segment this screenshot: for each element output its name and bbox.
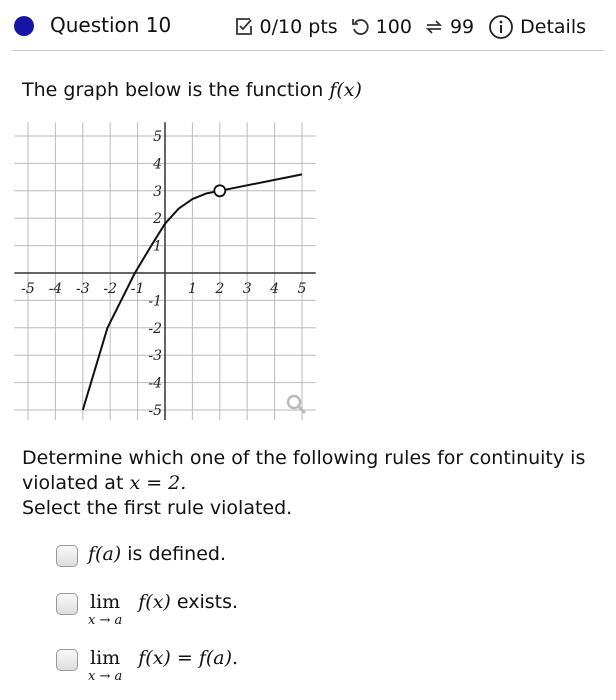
limit-notation <box>88 591 122 628</box>
header-divider <box>12 50 604 51</box>
function-graph <box>0 120 320 420</box>
prompt-line-1: Determine which one of the following rules for continuity is <box>22 447 586 469</box>
option-math: f(a) <box>88 543 122 565</box>
x-tick-label: -3 <box>75 281 90 297</box>
details-link[interactable]: Details <box>520 16 586 38</box>
y-tick-label: -3 <box>148 348 162 365</box>
x-tick-label: 2 <box>215 281 225 297</box>
prompt-line-3: Select the first rule violated. <box>22 497 293 519</box>
option-text: is defined. <box>121 543 226 565</box>
lim-sub: x → a <box>88 669 123 684</box>
x-tick-label: 5 <box>297 281 307 297</box>
lim-text: lim <box>90 591 121 613</box>
y-tick-label: 2 <box>153 211 162 228</box>
y-tick-label: -2 <box>148 320 162 337</box>
checkbox[interactable] <box>56 545 78 567</box>
x-tick-label: 1 <box>187 281 197 297</box>
prompt-text: violated at <box>22 472 130 494</box>
x-tick-label: -2 <box>103 281 118 297</box>
intro-text: The graph below is the function <box>22 79 330 101</box>
question-meta <box>234 14 586 40</box>
y-tick-label: -4 <box>148 375 162 392</box>
lim-text: lim <box>90 647 121 669</box>
checkbox[interactable] <box>56 593 78 615</box>
question-header <box>0 0 616 52</box>
y-tick-label: 1 <box>153 238 162 255</box>
x-tick-label: 4 <box>270 281 280 297</box>
checkbox[interactable] <box>56 649 78 671</box>
x-tick-label: -1 <box>130 281 145 297</box>
y-tick-label: 3 <box>153 183 162 200</box>
y-tick-label: -5 <box>148 403 162 419</box>
checkbox-score-icon <box>234 17 254 37</box>
x-tick-label: 3 <box>242 281 252 297</box>
open-point <box>214 185 225 196</box>
y-tick-label: -1 <box>148 293 162 310</box>
option-text: exists. <box>170 591 239 613</box>
question-title: Question 10 <box>50 13 172 37</box>
lim-sub: x → a <box>88 613 123 628</box>
limit-notation <box>88 647 122 684</box>
option-defined[interactable] <box>56 543 226 567</box>
retry-icon <box>424 17 444 37</box>
x-tick-label: -4 <box>48 281 63 297</box>
option-math: f(x) <box>138 591 171 613</box>
question-intro <box>22 79 362 101</box>
attempts-count: 100 <box>375 16 412 38</box>
undo-icon <box>350 17 370 37</box>
option-math: f(x) = f(a). <box>138 647 239 669</box>
x-tick-label: -5 <box>21 281 35 297</box>
status-dot-icon <box>14 16 34 36</box>
y-tick-label: 5 <box>153 129 162 145</box>
retries-count: 99 <box>449 16 475 38</box>
y-tick-label: 4 <box>153 156 162 173</box>
prompt-math: x = 2. <box>129 472 187 494</box>
option-limit-equals[interactable] <box>56 647 238 684</box>
score: 0/10 pts <box>259 16 338 38</box>
prompt-line-2 <box>22 472 186 494</box>
intro-math: f(x) <box>329 79 362 101</box>
option-limit-exists[interactable] <box>56 591 238 628</box>
info-icon[interactable] <box>488 14 514 40</box>
